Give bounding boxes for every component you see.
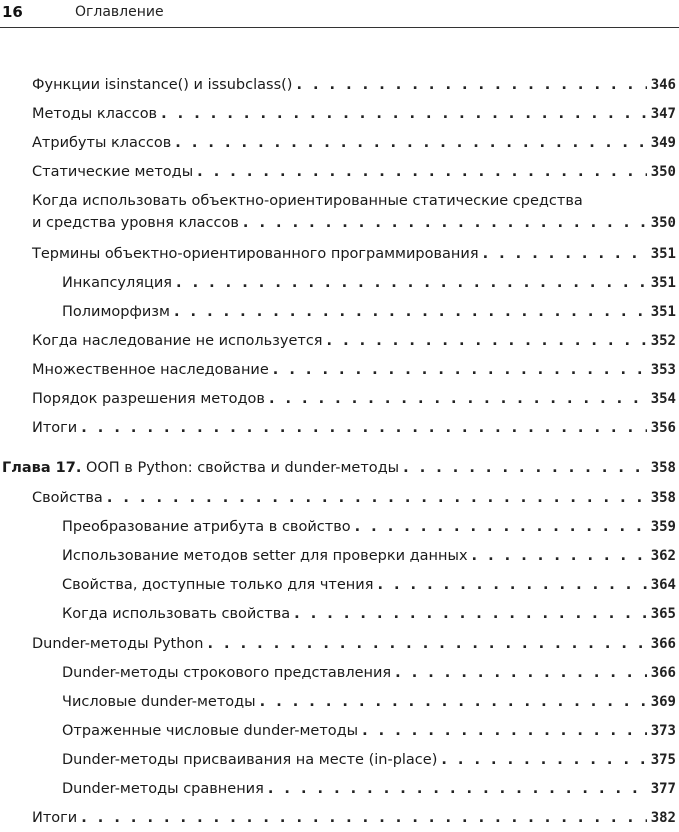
toc-entry-title: Итоги: [32, 420, 78, 436]
toc-chapter-title: [2, 457, 399, 479]
page-number: 16: [2, 3, 23, 21]
toc-subentry[interactable]: [62, 545, 676, 567]
toc-entry-page: 351: [650, 275, 676, 291]
toc-entry-title: Полиморфизм: [62, 304, 170, 320]
running-title: Оглавление: [75, 4, 164, 20]
toc-entry-title: Когда наследование не используется: [32, 333, 323, 349]
toc-entry-page: 364: [650, 577, 676, 593]
toc-entry-page: 369: [650, 694, 676, 710]
toc-entry-title: Dunder-методы Python: [32, 636, 204, 652]
dot-leader: [243, 212, 647, 234]
dot-leader: [327, 330, 647, 352]
toc-entry-title: Итоги: [32, 810, 78, 826]
toc-entry-title: Свойства: [32, 490, 103, 506]
toc-entry-page: 375: [650, 752, 676, 768]
toc-entry-page: 366: [650, 636, 676, 652]
toc-entry-page: 352: [650, 333, 676, 349]
toc-entry-title: Преобразование атрибута в свойство: [62, 519, 351, 535]
toc-entry[interactable]: [32, 633, 676, 655]
toc-entry-title: Статические методы: [32, 164, 194, 180]
toc-entry-page: 365: [650, 606, 676, 622]
page-header: [0, 0, 679, 28]
toc-subentry[interactable]: [62, 516, 676, 538]
toc-entry-title: Методы классов: [32, 106, 158, 122]
toc-entry-page: 366: [650, 665, 676, 681]
toc-entry-title-line1: Когда использовать объектно-ориентированные статические средства: [32, 193, 583, 209]
dot-leader: [81, 807, 646, 829]
toc-entry-title: Отраженные числовые dunder-методы: [62, 723, 359, 739]
toc-entry-page: 346: [650, 77, 676, 93]
toc-entry-page: 373: [650, 723, 676, 739]
dot-leader: [273, 359, 647, 381]
toc-entry[interactable]: [32, 243, 676, 265]
chapter-title-text: ООП в Python: свойства и dunder-методы: [85, 460, 400, 476]
toc-entry[interactable]: [32, 330, 676, 352]
toc-subentry[interactable]: [62, 720, 676, 742]
dot-leader: [296, 74, 646, 96]
chapter-label: Глава 17.: [2, 460, 82, 476]
toc-entry-page: 350: [650, 215, 676, 231]
dot-leader: [472, 545, 647, 567]
dot-leader: [81, 417, 646, 439]
toc-subentry[interactable]: [62, 301, 676, 323]
dot-leader: [176, 272, 647, 294]
toc-entry-title: Числовые dunder-методы: [62, 694, 256, 710]
toc-subentry[interactable]: [62, 272, 676, 294]
dot-leader: [403, 457, 647, 479]
toc-entry-title: Функции isinstance() и issubclass(): [32, 77, 293, 93]
toc-entry-title: Порядок разрешения методов: [32, 391, 265, 407]
toc-entry-two-line[interactable]: [32, 190, 676, 234]
toc-chapter-entry[interactable]: [2, 457, 676, 479]
dot-leader: [175, 132, 646, 154]
dot-leader: [441, 749, 646, 771]
toc-entry-title: Dunder-методы строкового представления: [62, 665, 392, 681]
toc-entry-page: 356: [650, 420, 676, 436]
toc-entry[interactable]: [32, 417, 676, 439]
toc-entry-page: 359: [650, 519, 676, 535]
toc-entry-page: 358: [650, 460, 676, 476]
toc-entry[interactable]: [32, 359, 676, 381]
toc-entry-title: Dunder-методы сравнения: [62, 781, 264, 797]
toc-entry[interactable]: [32, 103, 676, 125]
toc-entry[interactable]: [32, 132, 676, 154]
toc-entry-title-line2: и средства уровня классов: [32, 215, 239, 231]
toc-entry[interactable]: [32, 161, 676, 183]
dot-leader: [395, 662, 647, 684]
dot-leader: [483, 243, 647, 265]
dot-leader: [260, 691, 647, 713]
toc-entry[interactable]: [32, 487, 676, 509]
toc-entry-title: Атрибуты классов: [32, 135, 172, 151]
toc-entry-title: Когда использовать свойства: [62, 606, 291, 622]
dot-leader: [197, 161, 647, 183]
toc-entry-page: 377: [650, 781, 676, 797]
toc-entry-page: 351: [650, 304, 676, 320]
toc-subentry[interactable]: [62, 749, 676, 771]
toc-entry-title: Множественное наследование: [32, 362, 269, 378]
toc-entry-page: 354: [650, 391, 676, 407]
dot-leader: [207, 633, 646, 655]
toc-entry[interactable]: [32, 74, 676, 96]
toc-entry-page: 347: [650, 106, 676, 122]
toc-entry-title: Термины объектно-ориентированного программирования: [32, 246, 479, 262]
toc-entry-page: 362: [650, 548, 676, 564]
dot-leader: [362, 720, 647, 742]
toc-subentry[interactable]: [62, 603, 676, 625]
dot-leader: [355, 516, 647, 538]
toc-entry-page: 351: [650, 246, 676, 262]
toc-entry[interactable]: [32, 388, 676, 410]
dot-leader: [268, 778, 647, 800]
toc-entry-page: 358: [650, 490, 676, 506]
toc-entry-title: Dunder-методы присваивания на месте (in-place): [62, 752, 438, 768]
toc-entry-title: Инкапсуляция: [62, 275, 173, 291]
toc-subentry[interactable]: [62, 574, 676, 596]
dot-leader: [107, 487, 647, 509]
dot-leader: [377, 574, 646, 596]
toc-subentry[interactable]: [62, 662, 676, 684]
toc-entry-title: Использование методов setter для проверки данных: [62, 548, 468, 564]
toc-entry-page: 382: [650, 810, 676, 826]
toc-entry-page: 350: [650, 164, 676, 180]
toc-entry[interactable]: [32, 807, 676, 829]
toc-entry-page: 353: [650, 362, 676, 378]
dot-leader: [174, 301, 647, 323]
dot-leader: [294, 603, 647, 625]
toc-entry-title: Свойства, доступные только для чтения: [62, 577, 374, 593]
dot-leader: [161, 103, 647, 125]
dot-leader: [269, 388, 647, 410]
toc-subentry[interactable]: [62, 691, 676, 713]
toc-subentry[interactable]: [62, 778, 676, 800]
toc-entry-page: 349: [650, 135, 676, 151]
